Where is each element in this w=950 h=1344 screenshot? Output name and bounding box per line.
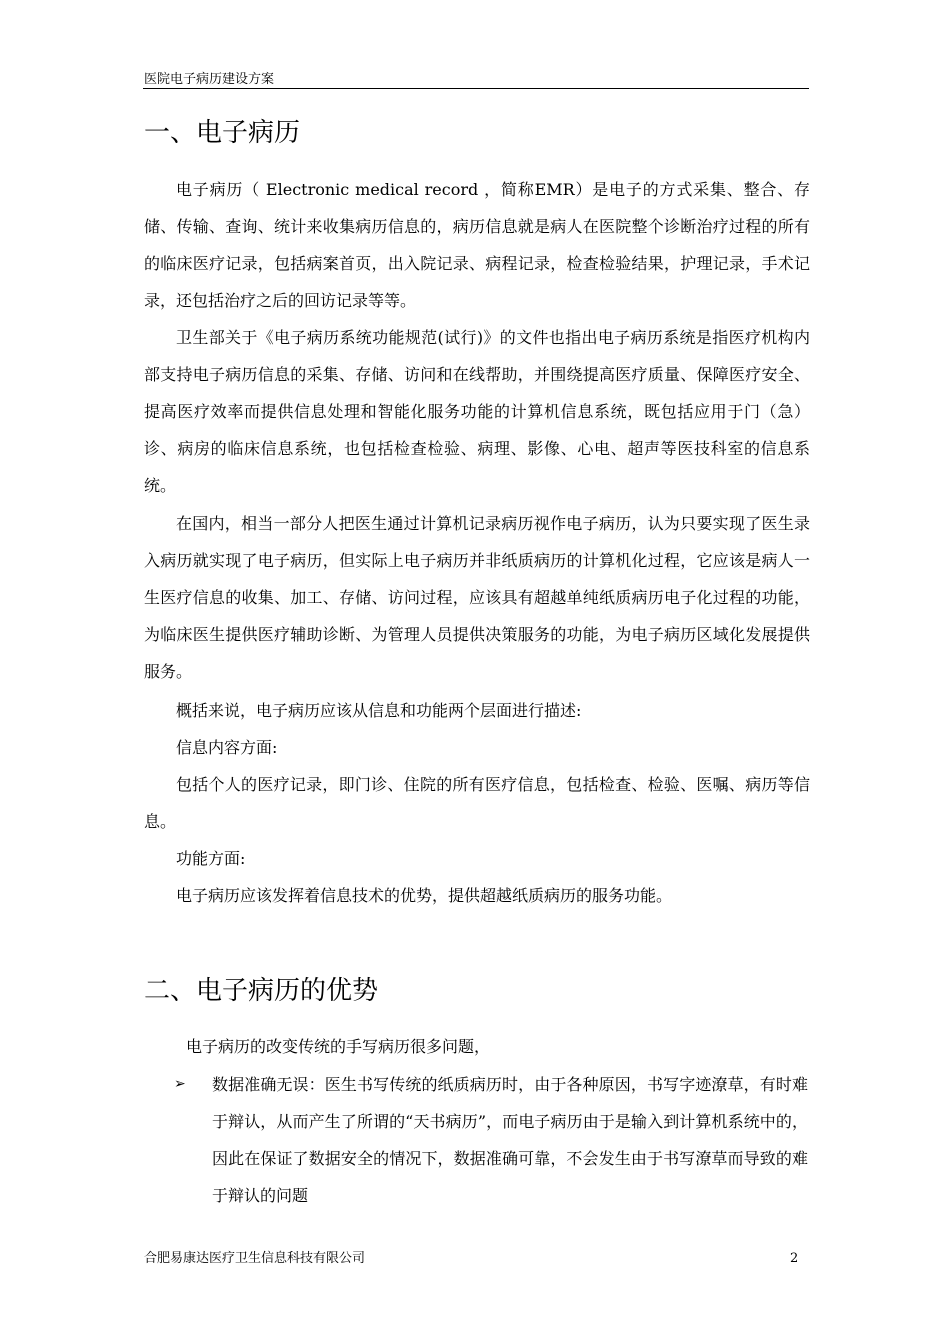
section-heading-advantages: 二、电子病历的优势	[144, 976, 379, 1006]
header-divider	[143, 88, 809, 89]
paragraph-info-aspect: 包括个人的医疗记录，即门诊、住院的所有医疗信息，包括检查、检验、医嘱、病历等信息。	[144, 775, 810, 831]
paragraph-ministry-spec: 卫生部关于《电子病历系统功能规范(试行)》的文件也指出电子病历系统是指医疗机构内部支持电子病历信息的采集、存储、访问和在线帮助，并围绕提高医疗质量、保障医疗安全、提高医疗效率而提供信息处理和智能化服务功能的计算机信息系统，既包括应用于门（急）诊、病房的临床信息系统，也包括检查检验、病理、影像、心电、超声等医技科室的信息系统。	[144, 328, 810, 495]
arrow-bullet-icon: ➢	[174, 1076, 186, 1092]
paragraph-domestic-view: 在国内，相当一部分人把医生通过计算机记录病历视作电子病历，认为只要实现了医生录入病历就实现了电子病历，但实际上电子病历并非纸质病历的计算机化过程，它应该是病人一生医疗信息的收集、加工、存储、访问过程，应该具有超越单纯纸质病历电子化过程的功能，为临床医生提供医疗辅助诊断、为管理人员提供决策服务的功能，为电子病历区域化发展提供服务。	[144, 514, 810, 681]
page-number: 2	[790, 1251, 799, 1266]
bullet-data-accuracy: 数据准确无误：医生书写传统的纸质病历时，由于各种原因，书写字迹潦草，有时难于辩认，从而产生了所谓的“天书病历”，而电子病历由于是输入到计算机系统中的，因此在保证了数据安全的情况下，数据准确可靠，不会发生由于书写潦草而导致的难于辩认的问题	[212, 1075, 808, 1205]
paragraph-info-aspect-label: 信息内容方面:	[176, 738, 278, 757]
section-heading-emr: 一、电子病历	[144, 118, 301, 148]
paragraph-summary: 概括来说，电子病历应该从信息和功能两个层面进行描述:	[176, 701, 582, 720]
page-header-title: 医院电子病历建设方案	[144, 72, 275, 87]
footer-company: 合肥易康达医疗卫生信息科技有限公司	[144, 1251, 366, 1266]
paragraph-function-aspect: 电子病历应该发挥着信息技术的优势，提供超越纸质病历的服务功能。	[176, 886, 673, 905]
paragraph-advantages-intro: 电子病历的改变传统的手写病历很多问题，	[186, 1037, 491, 1056]
paragraph-emr-definition: 电子病历（ Electronic medical record ，简称EMR）是电子的方式采集、整合、存储、传输、查询、统计来收集病历信息的，病历信息就是病人在医院整个诊断治疗过程的所有的临床医疗记录，包括病案首页，出入院记录、病程记录，检查检验结果，护理记录，手术记录，还包括治疗之后的回访记录等等。	[144, 180, 810, 310]
paragraph-function-aspect-label: 功能方面:	[176, 849, 246, 868]
